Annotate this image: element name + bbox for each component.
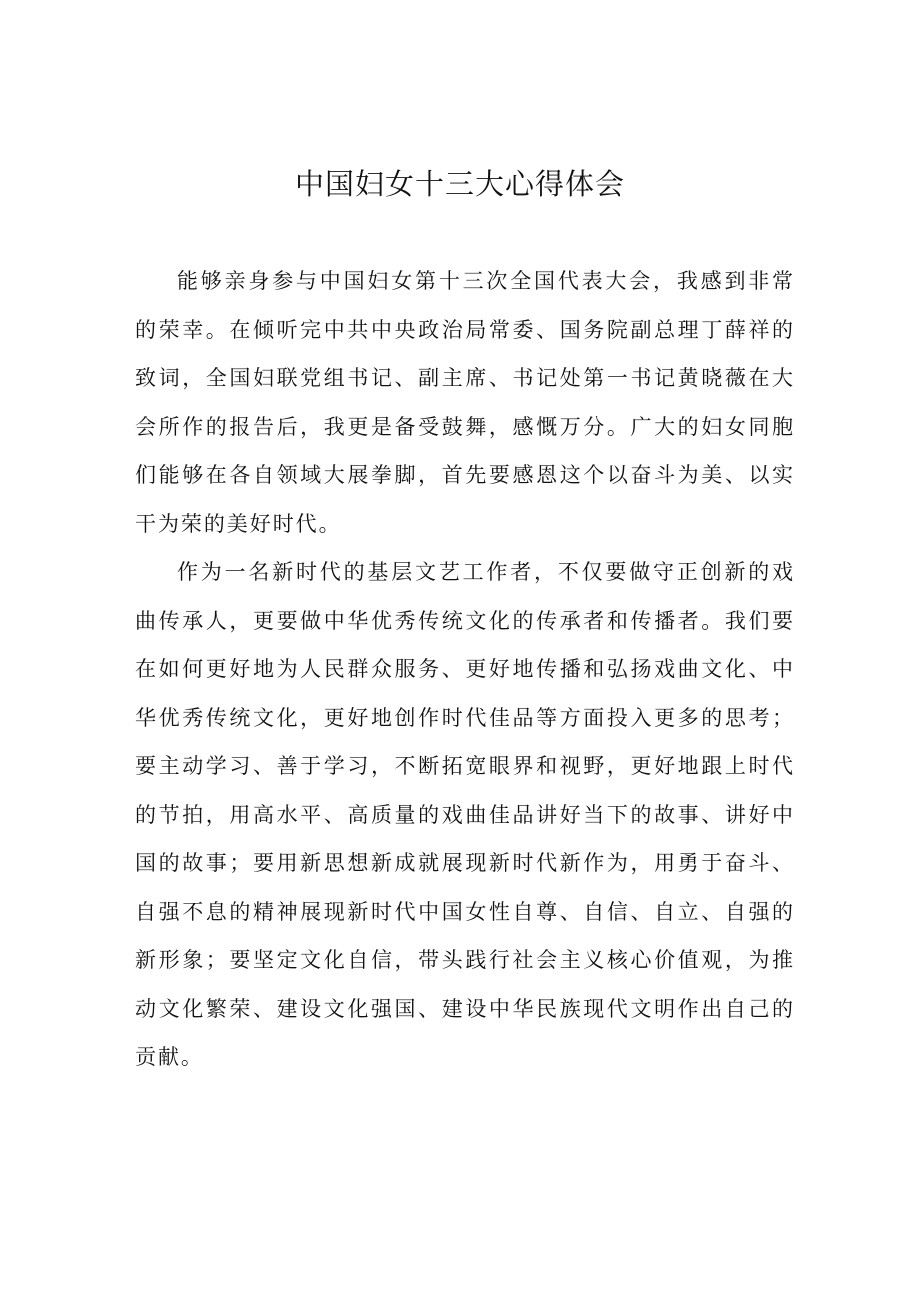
paragraph-2: 作为一名新时代的基层文艺工作者，不仅要做守正创新的戏曲传承人，更要做中华优秀传统文化的传承者和传播者。我们要在如何更好地为人民群众服务、更好地传播和弘扬戏曲文化、中华优秀传统文化，更好地创作时代佳品等方面投入更多的思考；要主动学习、善于学习，不断拓宽眼界和视野，更好地跟上时代的节拍，用高水平、高质量的戏曲佳品讲好当下的故事、讲好中国的故事；要用新思想新成就展现新时代新作为，用勇于奋斗、自强不息的精神展现新时代中国女性自尊、自信、自立、自强的新形象；要坚定文化自信，带头践行社会主义核心价值观，为推动文化繁荣、建设文化强国、建设中华民族现代文明作出自己的贡献。 — [135, 560, 795, 1069]
document-title: 中国妇女十三大心得体会 — [294, 167, 625, 201]
document-body — [135, 257, 795, 1082]
paragraph-1: 能够亲身参与中国妇女第十三次全国代表大会，我感到非常的荣幸。在倾听完中共中央政治局常委、国务院副总理丁薛祥的致词，全国妇联党组书记、副主席、书记处第一书记黄晓薇在大会所作的报告后，我更是备受鼓舞，感慨万分。广大的妇女同胞们能够在各自领域大展拳脚，首先要感恩这个以奋斗为美、以实干为荣的美好时代。 — [135, 269, 795, 536]
